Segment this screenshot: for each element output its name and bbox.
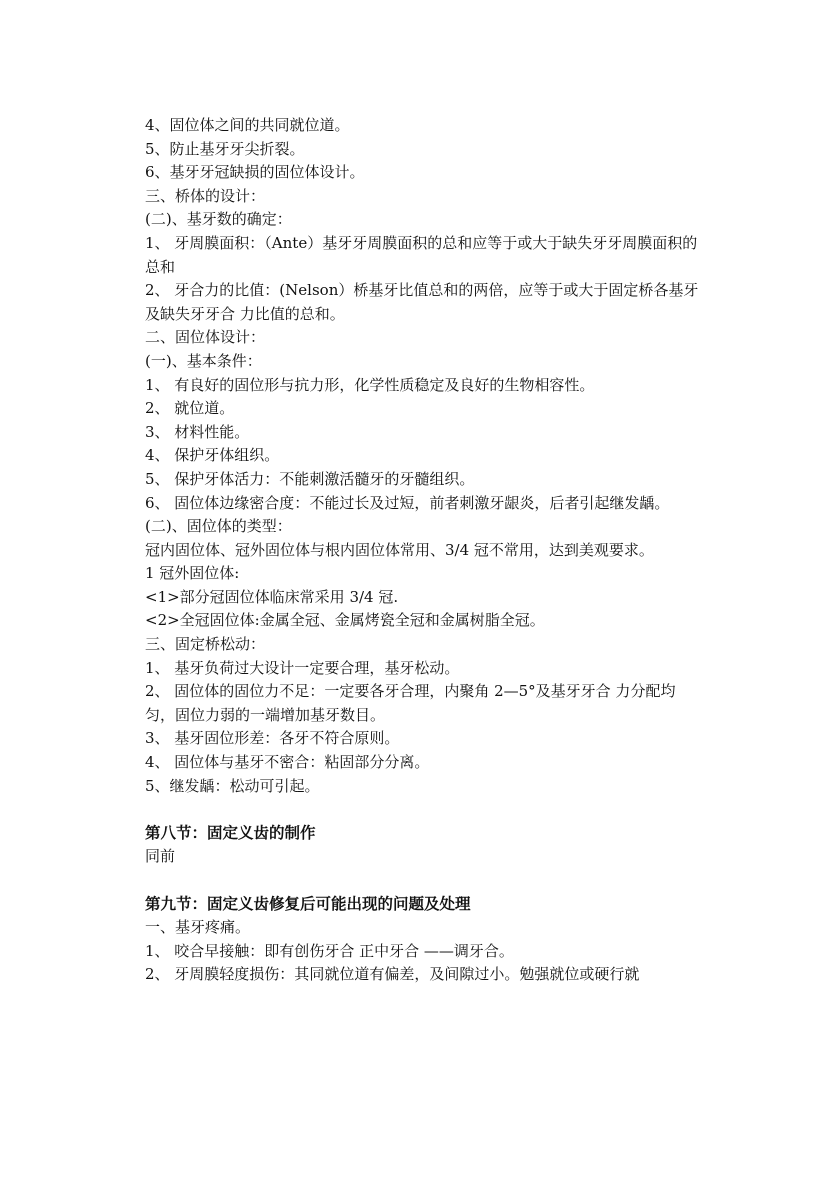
text-line: 5、 保护牙体活力：不能刺激活髓牙的牙髓组织。 <box>145 469 475 488</box>
text-line: 一、基牙疼痛。 <box>145 918 251 937</box>
text-line: 1 冠外固位体: <box>145 564 240 583</box>
text-line: 1、 基牙负荷过大设计一定要合理，基牙松动。 <box>145 658 460 677</box>
text-line: 5、防止基牙牙尖折裂。 <box>145 139 305 158</box>
spacer <box>145 798 705 822</box>
text-line: 4、 固位体与基牙不密合：粘固部分分离。 <box>145 753 430 772</box>
text-line: 冠内固位体、冠外固位体与根内固位体常用、3/4 冠不常用，达到美观要求。 <box>145 540 654 559</box>
paragraph-retention-force: 2、 固位体的固位力不足：一定要各牙合理，内聚角 2—5°及基牙牙合 力分配均匀，固位力弱的一端增加基牙数目。 <box>145 682 676 724</box>
text-line: (一)、基本条件： <box>145 351 262 370</box>
text-line: <2>全冠固位体:金属全冠、金属烤瓷全冠和金属树脂全冠。 <box>145 611 545 630</box>
text-line: 三、桥体的设计： <box>145 186 266 205</box>
section-heading: 第九节：固定义齿修复后可能出现的问题及处理 <box>145 894 471 913</box>
text-line: 4、固位体之间的共同就位道。 <box>145 116 350 134</box>
paragraph-margin-fit: 6、 固位体边缘密合度：不能过长及过短，前者刺激牙龈炎，后者引起继发龋。 <box>145 493 670 512</box>
text-line: 6、基牙牙冠缺损的固位体设计。 <box>145 163 365 182</box>
text-line: 4、 保护牙体组织。 <box>145 446 280 465</box>
text-line: <1>部分冠固位体临床常采用 3/4 冠. <box>145 587 399 606</box>
text-line: 同前 <box>145 847 176 866</box>
document-body <box>145 114 705 987</box>
text-line: (二)、基牙数的确定： <box>145 210 292 229</box>
text-line: 2、 就位道。 <box>145 399 235 418</box>
paragraph-ante: 1、 牙周膜面积：（Ante）基牙牙周膜面积的总和应等于或大于缺失牙牙周膜面积的总和 <box>145 233 698 276</box>
text-line: 三、固定桥松动： <box>145 635 266 654</box>
text-line: 5、继发龋：松动可引起。 <box>145 776 320 795</box>
paragraph-nelson: 2、 牙合力的比值：(Nelson）桥基牙比值总和的两倍，应等于或大于固定桥各基牙及缺失牙牙合 力比值的总和。 <box>145 281 699 323</box>
text-line: 1、 有良好的固位形与抗力形，化学性质稳定及良好的生物相容性。 <box>145 375 595 394</box>
text-line: (二)、固位体的类型： <box>145 517 292 536</box>
text-line: 二、固位体设计： <box>145 328 266 347</box>
text-line: 2、 牙周膜轻度损伤：其同就位道有偏差，及间隙过小。勉强就位或硬行就 <box>145 965 640 984</box>
text-line: 1、 咬合早接触：即有创伤牙合 正中牙合 ——调牙合。 <box>145 941 514 960</box>
section-heading: 第八节：固定义齿的制作 <box>145 823 316 842</box>
spacer <box>145 869 705 893</box>
text-line: 3、 基牙固位形差：各牙不符合原则。 <box>145 729 400 748</box>
text-line: 3、 材料性能。 <box>145 422 250 441</box>
